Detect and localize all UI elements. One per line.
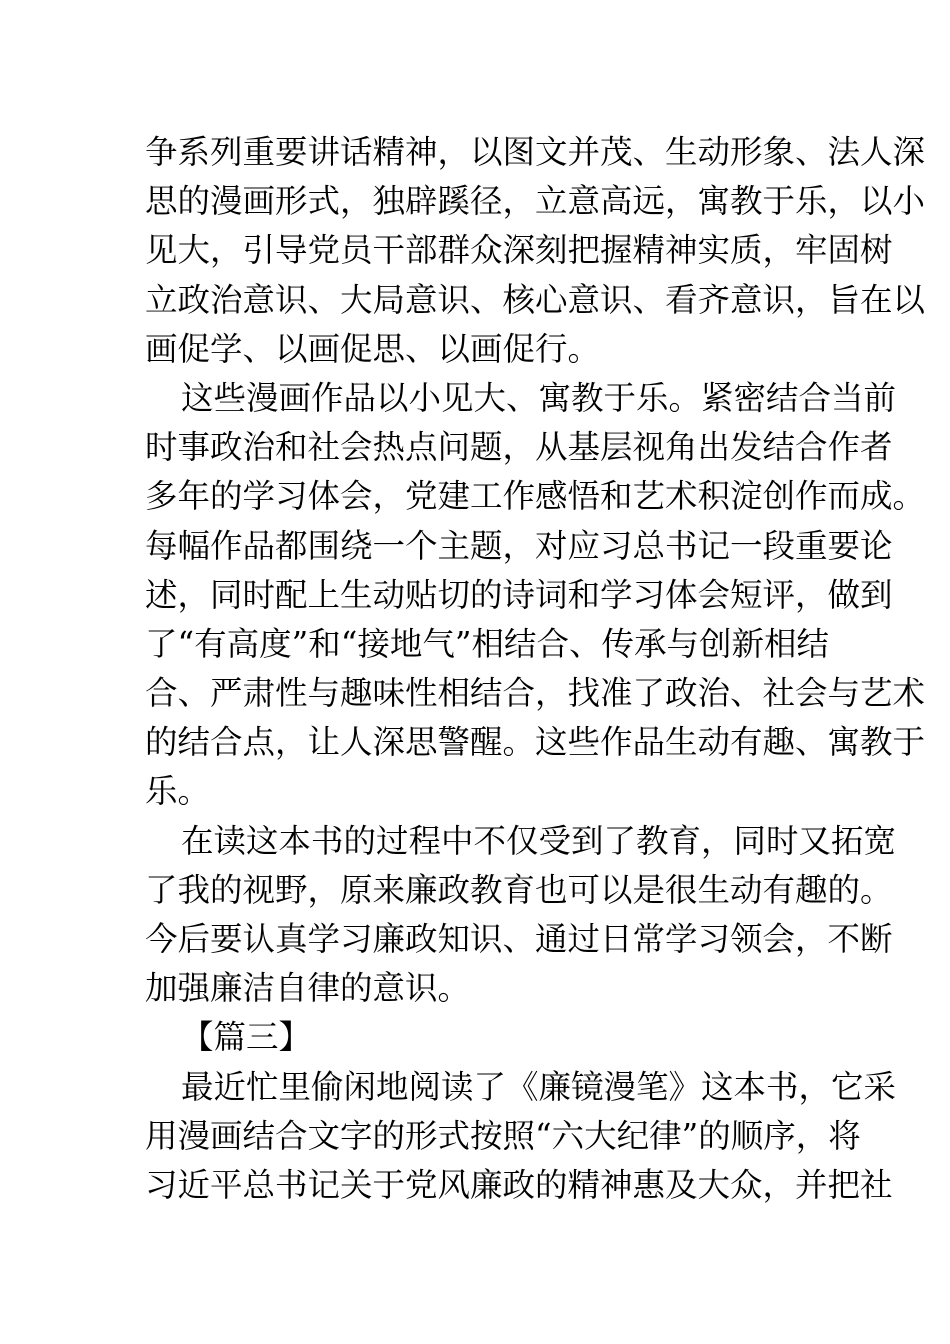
- text-line: 多年的学习体会，党建工作感悟和艺术积淀创作而成。: [145, 477, 926, 516]
- text-line: 画促学、以画促思、以画促行。: [145, 329, 601, 368]
- paragraph-first-line: 这些漫画作品以小见大、寓教于乐。紧密结合当前: [181, 378, 897, 417]
- section-heading: 【篇三】: [181, 1018, 312, 1057]
- text-line: 见大，引导党员干部群众深刻把握精神实质，牢固树: [145, 231, 893, 270]
- text-line: 立政治意识、大局意识、核心意识、看齐意识，旨在以: [145, 280, 926, 319]
- text-line: 今后要认真学习廉政知识、通过日常学习领会，不断: [145, 920, 893, 958]
- text-line: 每幅作品都围绕一个主题，对应习总书记一段重要论: [145, 526, 893, 565]
- paragraph-first-line: 在读这本书的过程中不仅受到了教育，同时又拓宽: [181, 821, 897, 860]
- text-line: 合、严肃性与趣味性相结合，找准了政治、社会与艺术: [145, 674, 926, 713]
- text-line: 了“有高度”和“接地气”相结合、传承与创新相结: [145, 624, 829, 663]
- text-line: 了我的视野，原来廉政教育也可以是很生动有趣的。: [145, 870, 893, 909]
- paragraph-first-line: 最近忙里偷闲地阅读了《廉镜漫笔》这本书，它采: [181, 1067, 897, 1106]
- text-line: 思的漫画形式，独辟蹊径，立意高远，寓教于乐，以小: [145, 182, 926, 221]
- text-line: 习近平总书记关于党风廉政的精神惠及大众，并把社: [145, 1165, 893, 1204]
- text-line: 加强廉洁自律的意识。: [145, 969, 471, 1008]
- text-line: 乐。: [145, 772, 211, 811]
- text-line: 的结合点，让人深思警醒。这些作品生动有趣、寓教于: [145, 723, 926, 762]
- text-line: 争系列重要讲话精神，以图文并茂、生动形象、法人深: [145, 133, 926, 171]
- text-line: 述，同时配上生动贴切的诗词和学习体会短评，做到: [145, 575, 893, 614]
- text-line: 时事政治和社会热点问题，从基层视角出发结合作者: [145, 428, 893, 467]
- body-text: [145, 128, 926, 1210]
- text-line: 用漫画结合文字的形式按照“六大纪律”的顺序，将: [145, 1116, 861, 1155]
